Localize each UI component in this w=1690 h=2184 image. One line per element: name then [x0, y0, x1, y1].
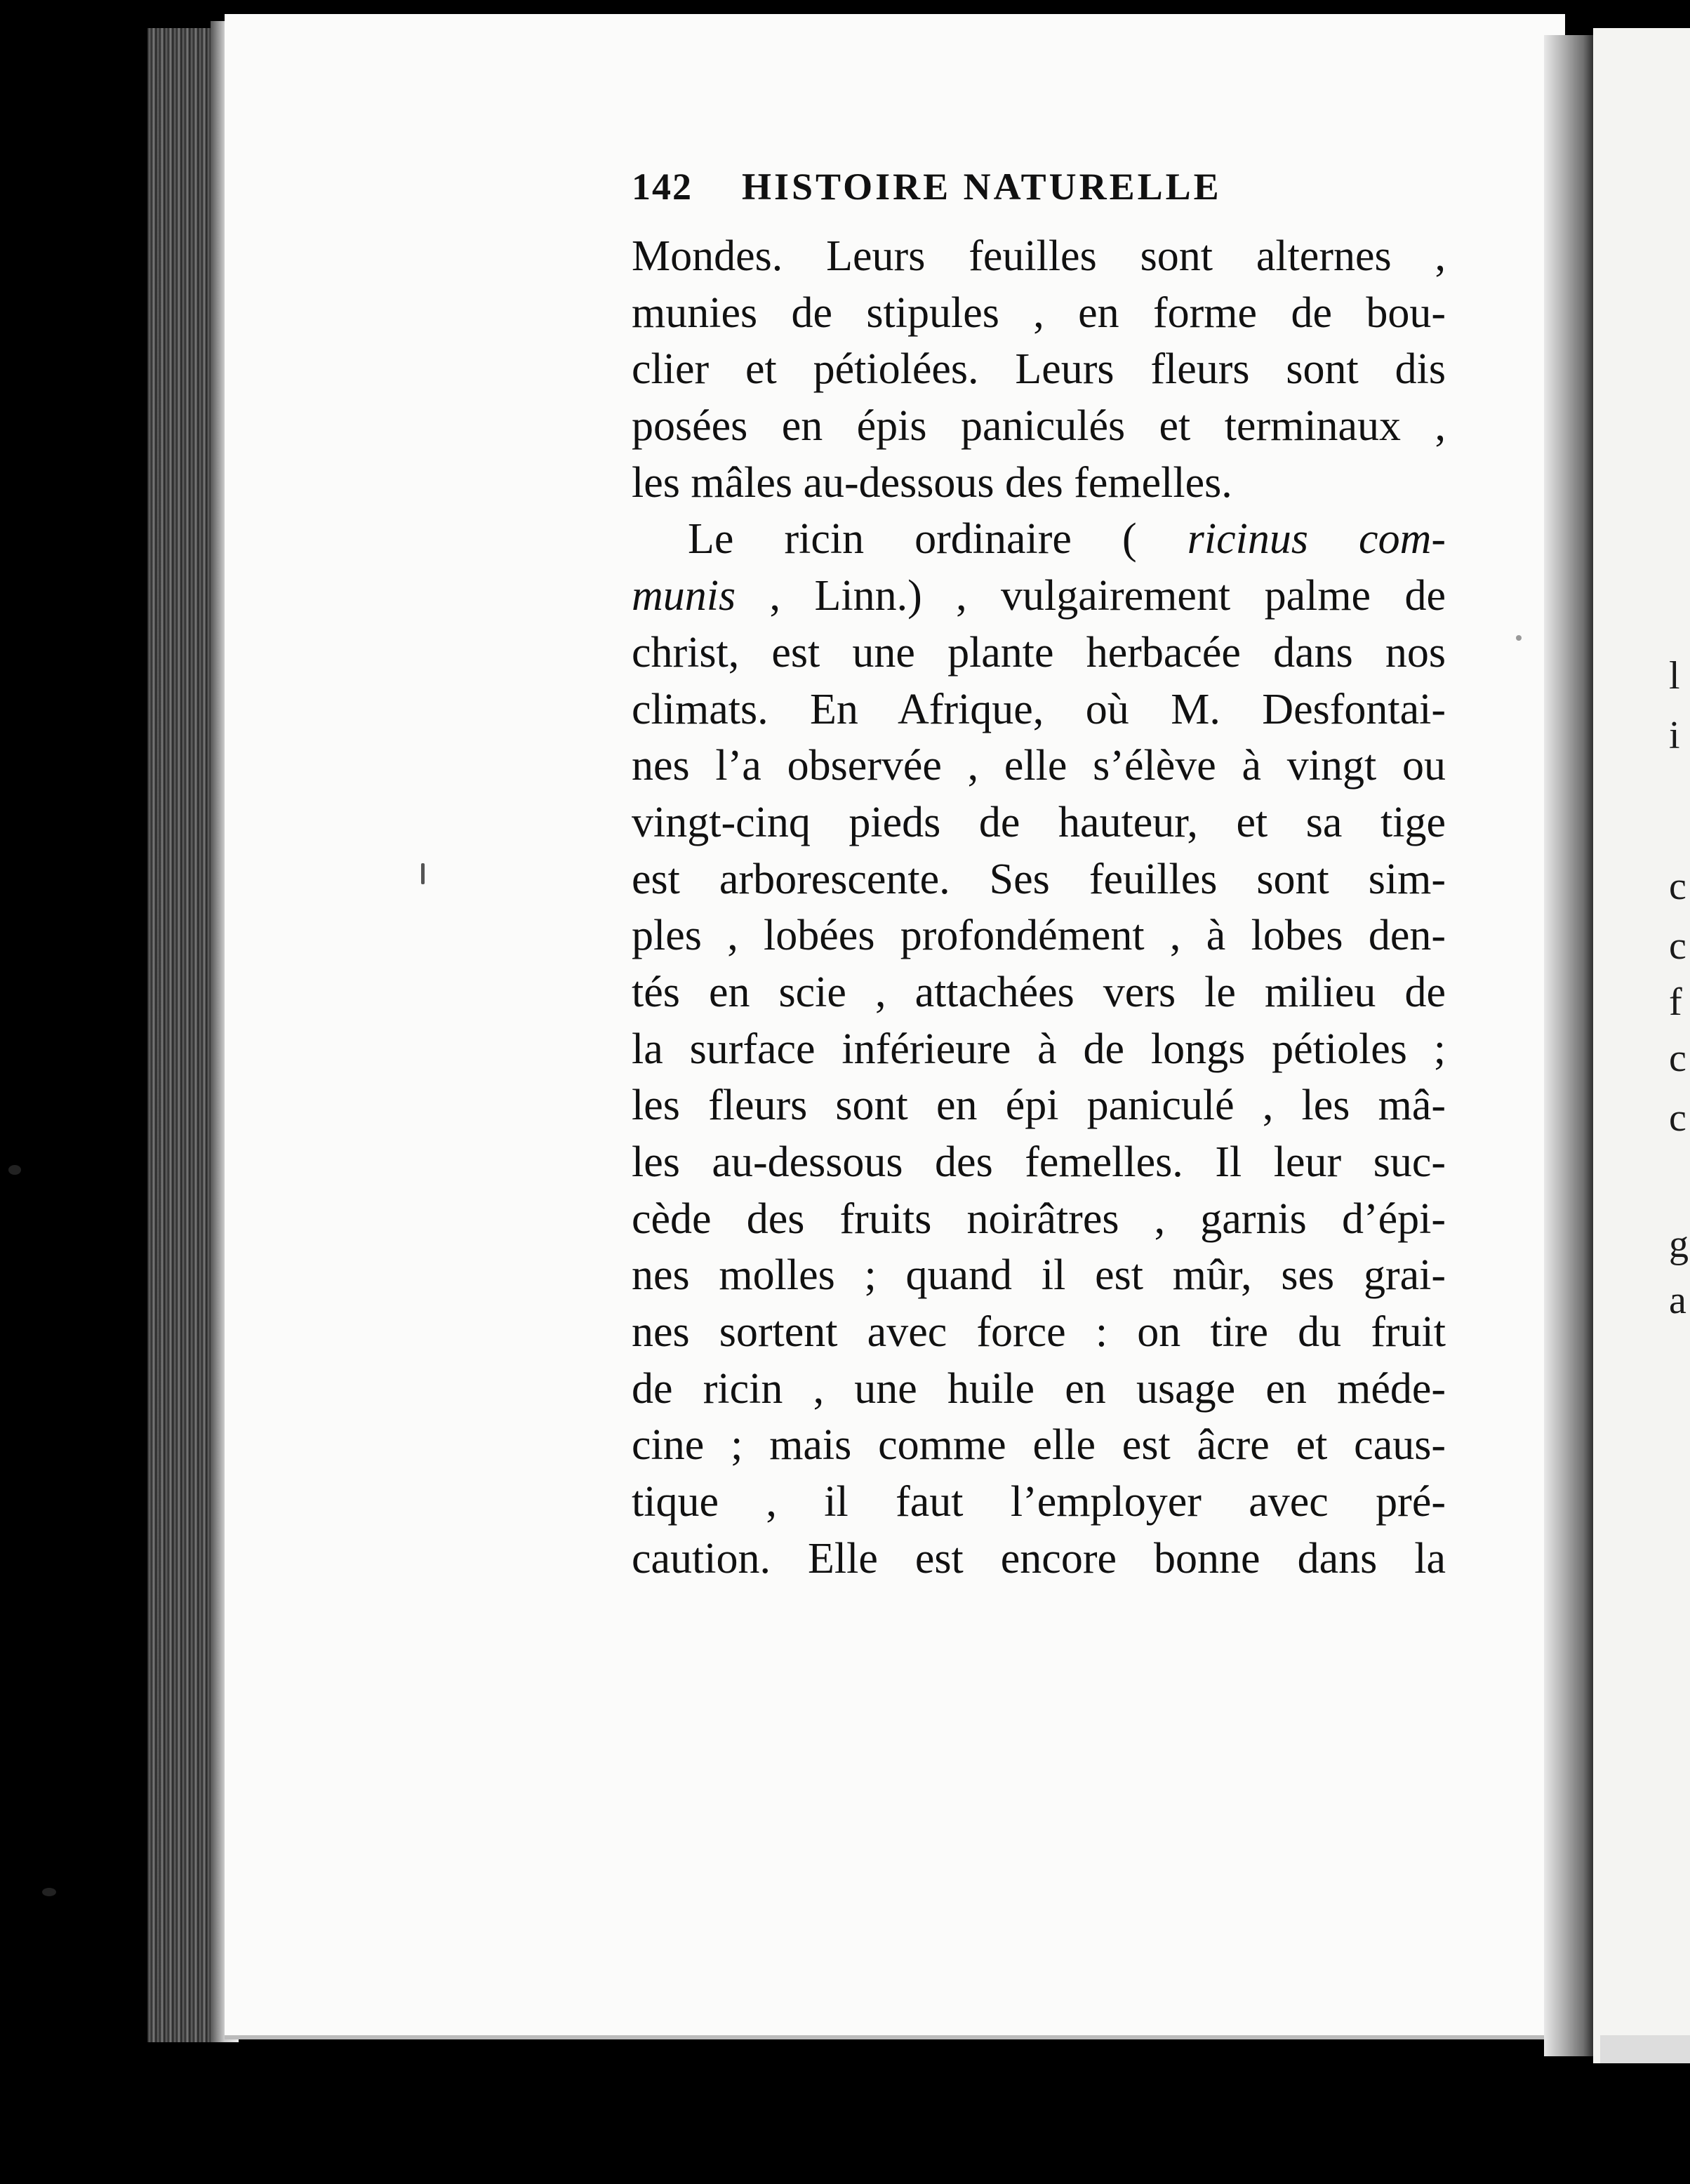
text-line: [632, 568, 1446, 625]
text-line: nes l’a observée , elle s’élève à vingt ou: [632, 742, 1446, 790]
italic-text-run: ricinus com-: [1187, 515, 1446, 564]
text-line: la surface inférieure à de longs pétioles ;: [632, 1025, 1446, 1073]
scan-speck: [42, 1888, 56, 1896]
facing-page-fragment: i: [1669, 714, 1680, 757]
text-line: vingt-cinq pieds de hauteur, et sa tige: [632, 798, 1446, 846]
facing-page-fragment: f: [1669, 980, 1682, 1024]
page-text-block: [632, 165, 1446, 1587]
text-line: cine ; mais comme elle est âcre et caus-: [632, 1421, 1446, 1470]
text-line-paragraph-start: [632, 511, 1446, 568]
running-head: [632, 165, 1446, 228]
facing-page-fragment: l: [1669, 654, 1680, 698]
text-line: caution. Elle est encore bonne dans la: [632, 1534, 1446, 1583]
page-number: 142: [632, 166, 693, 208]
text-line: christ, est une plante herbacée dans nos: [632, 628, 1446, 677]
text-line: tés en scie , attachées vers le milieu de: [632, 968, 1446, 1016]
facing-page-fragment: a: [1669, 1279, 1686, 1322]
running-head-title: HISTOIRE NATURELLE: [742, 166, 1222, 208]
text-line: munies de stipules , en forme de bou-: [632, 288, 1446, 337]
text-line: les au-dessous des femelles. Il leur suc-: [632, 1138, 1446, 1186]
text-run: , Linn.) , vulgairement palme de: [736, 572, 1446, 620]
facing-page-fragment: c: [1669, 1037, 1686, 1080]
facing-page-bottom-edge: [1600, 2035, 1690, 2063]
text-line: nes sortent avec force : on tire du fruit: [632, 1308, 1446, 1357]
text-line: nes molles ; quand il est mûr, ses grai-: [632, 1251, 1446, 1300]
text-run: Le ricin ordinaire (: [688, 515, 1187, 564]
scan-speck: [8, 1165, 21, 1175]
text-line: les fleurs sont en épi paniculé , les mâ-: [632, 1081, 1446, 1130]
text-line-paragraph-end: les mâles au-dessous des femelles.: [632, 458, 1232, 507]
body-text: [632, 228, 1446, 1587]
text-line: est arborescente. Ses feuilles sont sim-: [632, 855, 1446, 903]
text-line: clier et pétiolées. Leurs fleurs sont dis: [632, 345, 1446, 394]
text-line: climats. En Afrique, où M. Desfontai-: [632, 685, 1446, 733]
text-line: posées en épis paniculés et terminaux ,: [632, 402, 1446, 451]
facing-page-fragment: g: [1669, 1223, 1689, 1266]
binding-gutter-shadow: [1544, 35, 1593, 2056]
scan-speck: [1516, 635, 1522, 641]
facing-page-fragment: c: [1669, 865, 1686, 908]
italic-text-run: munis: [632, 572, 736, 620]
text-line: de ricin , une huile en usage en méde-: [632, 1364, 1446, 1413]
text-line: ples , lobées profondément , à lobes den-: [632, 912, 1446, 960]
scan-speck: [421, 863, 425, 884]
text-line: cède des fruits noirâtres , garnis d’épi-: [632, 1194, 1446, 1243]
facing-page-fragment: c: [1669, 1096, 1686, 1140]
facing-page-fragment: c: [1669, 924, 1686, 968]
text-line: tique , il faut l’employer avec pré-: [632, 1478, 1446, 1526]
text-line: Mondes. Leurs feuilles sont alternes ,: [632, 232, 1446, 280]
